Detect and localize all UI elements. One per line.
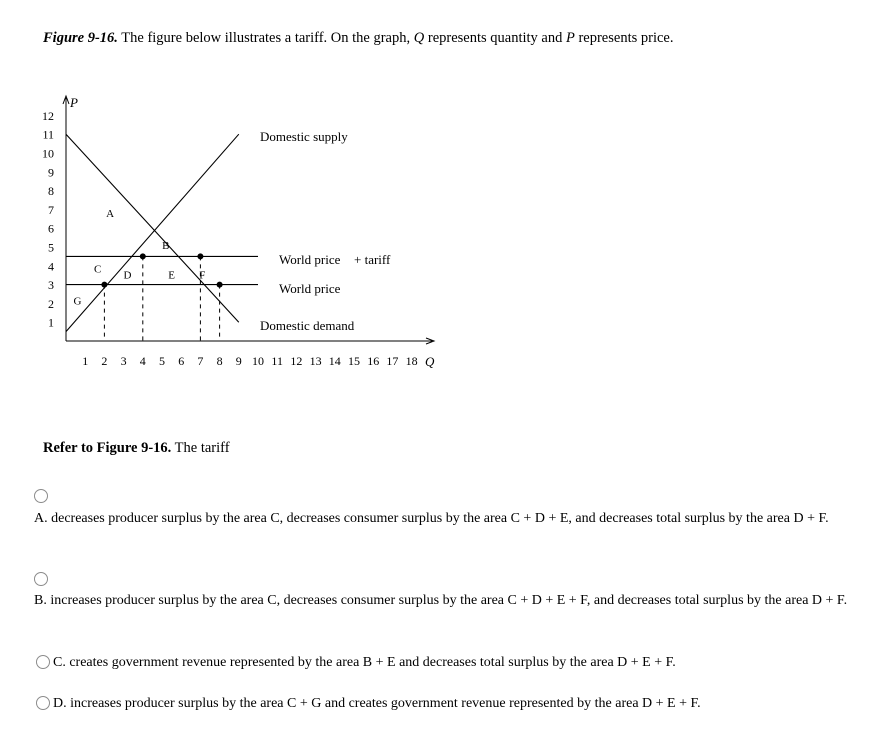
radio-button-c[interactable] xyxy=(36,655,50,669)
x-tick-label: 11 xyxy=(271,354,283,368)
y-tick-label: 3 xyxy=(48,278,54,293)
y-tick-label: 7 xyxy=(48,202,54,217)
axes xyxy=(63,95,435,369)
question-label: Refer to Figure 9-16. xyxy=(43,440,172,456)
x-tick-label: 5 xyxy=(159,354,165,368)
x-tick-label: 4 xyxy=(139,354,146,368)
y-axis-label: P xyxy=(70,95,78,110)
x-tick-label: 1 xyxy=(82,354,89,368)
y-tick-label: 10 xyxy=(42,146,54,161)
area-label-g: G xyxy=(73,295,82,308)
x-tick-label: 7 xyxy=(197,354,204,368)
figure-label: Figure 9-16. xyxy=(43,30,118,46)
tariff-suffix-label: + tariff xyxy=(354,252,391,267)
domestic-supply-label: Domestic supply xyxy=(260,129,348,144)
x-tick-label: 12 xyxy=(290,354,303,368)
radio-button-d[interactable] xyxy=(36,696,50,710)
x-tick-label: 2 xyxy=(101,354,108,368)
area-label-e: E xyxy=(168,269,175,282)
area-label-a: A xyxy=(106,208,115,221)
y-tick-label: 1 xyxy=(48,315,54,330)
question-prompt xyxy=(43,440,230,457)
area-label-f: F xyxy=(199,269,206,282)
intersection-point xyxy=(197,253,203,259)
x-axis-label: Q xyxy=(425,354,435,369)
y-tick-label: 8 xyxy=(48,184,54,199)
caption-text-3: represents price. xyxy=(574,30,674,46)
option-a-text: A. decreases producer surplus by the area C, decreases consumer surplus by the area C + D + E, and decreases total surplus by the area D + F. xyxy=(34,511,829,526)
y-tick-label: 5 xyxy=(48,240,54,255)
x-tick-label: 8 xyxy=(216,354,223,368)
x-tick-label: 16 xyxy=(367,354,380,368)
option-d-text: D. increases producer surplus by the area C + G and creates government revenue represented by the area D + E + F. xyxy=(53,696,701,711)
radio-button-b[interactable] xyxy=(34,572,48,586)
y-tick-label: 11 xyxy=(42,127,54,142)
x-tick-label: 9 xyxy=(235,354,242,368)
caption-text-1: The figure below illustrates a tariff. On the graph, xyxy=(117,30,414,46)
y-tick-label: 6 xyxy=(48,221,54,236)
question-text: The tariff xyxy=(171,440,230,456)
x-tick-label: 18 xyxy=(405,354,418,368)
x-tick-label: 17 xyxy=(386,354,399,368)
domestic-supply-line xyxy=(66,134,239,331)
world-price-tariff-label: World price xyxy=(279,252,341,267)
curve-labels xyxy=(260,129,391,333)
x-tick-label: 3 xyxy=(120,354,127,368)
area-label-b: B xyxy=(162,240,170,253)
y-tick-label: 9 xyxy=(48,165,54,180)
intersection-point xyxy=(140,253,146,259)
option-c-text: C. creates government revenue represented by the area B + E and decreases total surplus by the area D + E + F. xyxy=(53,655,676,670)
domestic-demand-line xyxy=(66,134,239,322)
world-price-label: World price xyxy=(279,281,341,296)
caption-q-symbol: Q xyxy=(413,30,425,46)
intersection-point xyxy=(101,282,107,288)
x-tick-label: 10 xyxy=(252,354,264,368)
caption-p-symbol: P xyxy=(565,30,575,46)
option-b-text: B. increases producer surplus by the area C, decreases consumer surplus by the area C + D + E + F, and decreases total surplus by the area D + F. xyxy=(34,593,848,608)
y-tick-label: 12 xyxy=(42,108,54,123)
domestic-demand-label: Domestic demand xyxy=(260,318,355,333)
x-tick-label: 14 xyxy=(328,354,341,368)
area-label-d: D xyxy=(123,269,132,282)
x-tick-label: 6 xyxy=(178,354,185,368)
x-tick-label: 13 xyxy=(309,354,322,368)
radio-button-a[interactable] xyxy=(34,489,48,503)
curves xyxy=(66,134,258,331)
y-tick-label: 2 xyxy=(48,296,54,311)
area-label-c: C xyxy=(94,263,102,276)
tick-labels xyxy=(42,109,418,368)
area-labels xyxy=(74,208,206,307)
intersection-point xyxy=(217,282,223,288)
x-tick-label: 15 xyxy=(348,354,360,368)
y-tick-label: 4 xyxy=(48,259,54,274)
caption-text-2: represents quantity and xyxy=(424,30,566,46)
